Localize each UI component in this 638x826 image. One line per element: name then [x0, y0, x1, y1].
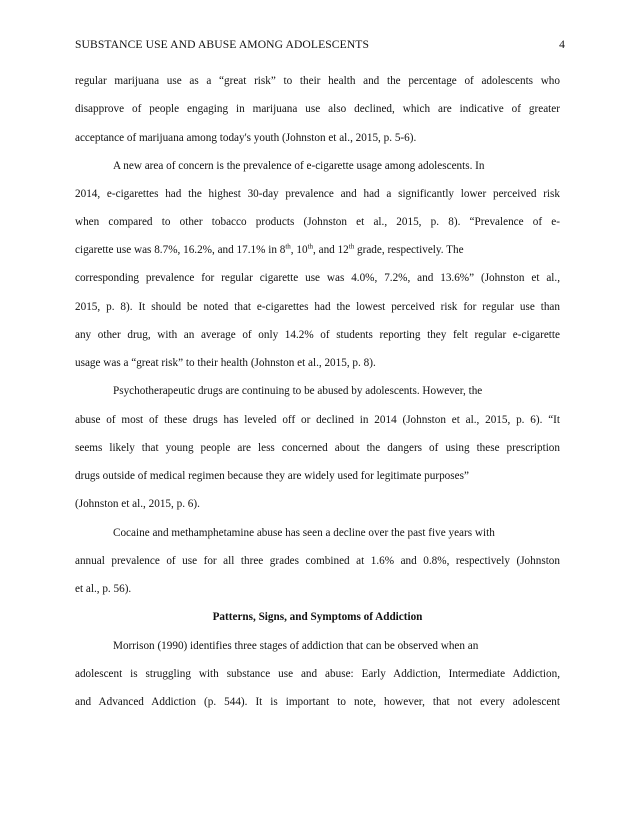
- text-line: acceptance of marijuana among today's youth (Johnston et al., 2015, p. 5-6).: [75, 132, 417, 144]
- text-span: cigarette use was 8.7%, 16.2%, and 17.1% in 8: [75, 244, 286, 256]
- text-line: 2014, e-cigarettes had the highest 30-day prevalence and had a significantly lower perceived risk: [75, 188, 560, 200]
- text-line: drugs outside of medical regimen because they are widely used for legitimate purposes”: [75, 470, 469, 482]
- text-line: Cocaine and methamphetamine abuse has seen a decline over the past five years with: [113, 527, 495, 539]
- text-line: adolescent is struggling with substance use and abuse: Early Addiction, Intermediate Addiction,: [75, 668, 560, 680]
- text-span: , and 12: [313, 244, 349, 256]
- text-line: corresponding prevalence for regular cigarette use was 4.0%, 7.2%, and 13.6%” (Johnston et al.,: [75, 272, 560, 284]
- text-line: (Johnston et al., 2015, p. 6).: [75, 498, 200, 510]
- superscript: th: [285, 242, 291, 251]
- text-line: Morrison (1990) identifies three stages of addiction that can be observed when an: [113, 640, 479, 652]
- text-line: annual prevalence of use for all three grades combined at 1.6% and 0.8%, respectively (Johnston: [75, 555, 560, 567]
- text-line: Psychotherapeutic drugs are continuing to be abused by adolescents. However, the: [113, 385, 483, 397]
- text-line: and Advanced Addiction (p. 544). It is important to note, however, that not every adolescent: [75, 696, 560, 708]
- text-span: grade, respectively. The: [354, 244, 464, 256]
- text-line: regular marijuana use as a “great risk” to their health and the percentage of adolescents who: [75, 75, 560, 87]
- text-line: disapprove of people engaging in marijuana use also declined, which are indicative of greater: [75, 103, 560, 115]
- text-line: abuse of most of these drugs has leveled off or declined in 2014 (Johnston et al., 2015, p. 6). “It: [75, 414, 560, 426]
- page-number: 4: [559, 38, 565, 51]
- superscript: th: [307, 242, 314, 251]
- text-line: A new area of concern is the prevalence of e-cigarette usage among adolescents. In: [113, 160, 485, 172]
- section-heading: Patterns, Signs, and Symptoms of Addiction: [212, 611, 423, 623]
- text-span: , 10: [290, 244, 308, 256]
- superscript: th: [348, 242, 355, 251]
- text-line: when compared to other tobacco products (Johnston et al., 2015, p. 8). “Prevalence of e-: [75, 216, 560, 228]
- text-line: 2015, p. 8). It should be noted that e-cigarettes had the lowest perceived risk for regular use than: [75, 301, 560, 313]
- text-line: seems likely that young people are less concerned about the dangers of using these prescription: [75, 442, 560, 454]
- text-line: et al., p. 56).: [75, 583, 132, 595]
- text-line: usage was a “great risk” to their health (Johnston et al., 2015, p. 8).: [75, 357, 376, 369]
- running-head-title: SUBSTANCE USE AND ABUSE AMONG ADOLESCENTS: [75, 38, 370, 51]
- text-line: any other drug, with an average of only 14.2% of students reporting they felt regular e-cigarette: [75, 329, 560, 341]
- text-line-with-superscripts: [75, 243, 560, 257]
